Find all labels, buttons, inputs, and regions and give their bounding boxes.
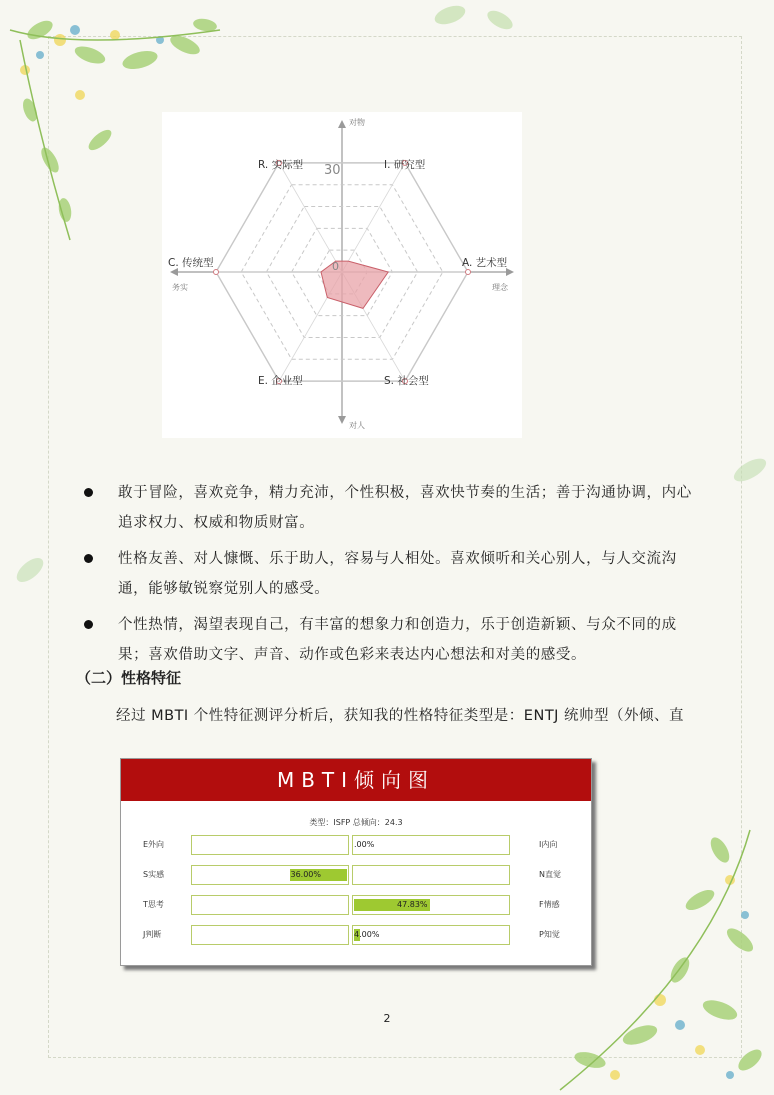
leaf-decoration-left	[10, 540, 50, 600]
trait-bullet-list	[76, 478, 706, 676]
mbti-title: MBTI倾向图	[121, 759, 591, 801]
axis-arrow-bottom	[338, 416, 346, 424]
mbti-left-box	[191, 835, 349, 855]
type-label-i: I. 研究型	[384, 159, 426, 171]
list-item	[76, 544, 706, 604]
bullet-dot-icon	[84, 554, 93, 563]
axis-label-left: 务实	[172, 283, 188, 292]
list-item	[76, 478, 706, 538]
type-label-c: C. 传统型	[168, 257, 214, 269]
vertex-dot	[466, 270, 471, 275]
mbti-percent: .00%	[354, 840, 375, 849]
mbti-right-label: F情感	[539, 900, 560, 909]
axis-arrow-right	[506, 268, 514, 276]
section-intro: 经过 MBTI 个性特征测评分析后，获知我的性格特征类型是：ENTJ 统帅型（外倾、直	[116, 708, 685, 724]
mbti-left-box	[191, 925, 349, 945]
leaf-decoration-top-right	[420, 0, 540, 50]
leaf-decoration-right	[730, 440, 774, 500]
hexagon-spoke	[279, 163, 342, 272]
mbti-left-box	[191, 895, 349, 915]
axis-label-bottom: 对人	[349, 421, 365, 430]
axis-arrow-top	[338, 120, 346, 128]
mbti-row	[121, 865, 591, 885]
mbti-chart	[120, 758, 592, 966]
scale-max-label: 30	[324, 163, 341, 178]
holland-hexagon-svg	[162, 112, 522, 438]
vertex-dot	[214, 270, 219, 275]
mbti-right-box	[352, 865, 510, 885]
type-label-r: R. 实际型	[258, 159, 304, 171]
mbti-right-label: N直觉	[539, 870, 561, 879]
type-label-e: E. 企业型	[258, 375, 303, 387]
page-number: 2	[383, 1012, 391, 1025]
list-item	[76, 610, 706, 670]
axis-label-top: 对物	[349, 118, 365, 127]
mbti-right-box	[352, 835, 510, 855]
axis-label-right: 理念	[492, 283, 508, 292]
bullet-text: 性格友善、对人慷慨、乐于助人，容易与人相处。喜欢倾听和关心别人，与人交流沟通，能够敏锐察觉别人的感受。	[118, 551, 677, 597]
mbti-percent: 36.00%	[290, 870, 321, 879]
mbti-right-label: P知觉	[539, 930, 560, 939]
mbti-row	[121, 895, 591, 915]
bullet-text: 敢于冒险，喜欢竞争，精力充沛，个性积极，喜欢快节奏的生活；善于沟通协调，内心追求权力、权威和物质财富。	[118, 485, 692, 531]
mbti-left-box	[191, 865, 349, 885]
bullet-dot-icon	[84, 488, 93, 497]
holland-hexagon-chart	[162, 112, 522, 438]
mbti-row	[121, 925, 591, 945]
bullet-text: 个性热情，渴望表现自己，有丰富的想象力和创造力，乐于创造新颖、与众不同的成果；喜欢借助文字、声音、动作或色彩来表达内心想法和对美的感受。	[118, 617, 677, 663]
type-label-a: A. 艺术型	[462, 257, 508, 269]
mbti-left-label: S实感	[143, 870, 165, 879]
axis-arrow-left	[170, 268, 178, 276]
mbti-right-label: I内向	[539, 840, 558, 849]
type-label-s: S. 社会型	[384, 375, 429, 387]
mbti-left-label: J判断	[143, 930, 162, 939]
section-title: （二）性格特征	[76, 669, 182, 687]
hexagon-spoke	[342, 163, 405, 272]
mbti-percent: 47.83%	[397, 900, 428, 909]
mbti-subtitle: 类型：ISFP 总倾向：24.3	[309, 818, 403, 827]
mbti-right-box	[352, 895, 510, 915]
scale-min-label: 0	[332, 260, 339, 273]
mbti-left-label: E外向	[143, 840, 165, 849]
mbti-left-label: T思考	[143, 900, 164, 909]
mbti-row	[121, 835, 591, 855]
bullet-dot-icon	[84, 620, 93, 629]
mbti-right-box	[352, 925, 510, 945]
mbti-percent: 4.00%	[354, 930, 380, 939]
